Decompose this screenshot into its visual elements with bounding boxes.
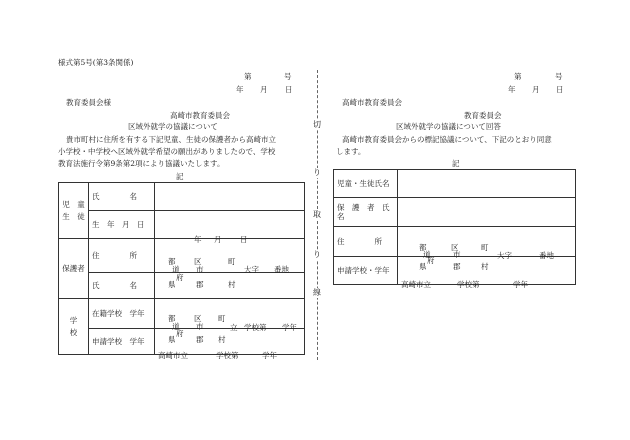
enrolled-cho: 町	[218, 313, 226, 323]
cut-char-2: り	[313, 168, 321, 177]
reply-date-year: 年	[508, 85, 516, 94]
reply-guardian-name-label: 保 護 者 氏 名	[334, 198, 398, 227]
reply-addr-do: 道	[423, 249, 431, 259]
apply-dai: 学校第	[216, 350, 239, 360]
reply-body-line-2: します。	[336, 147, 366, 156]
reply-guardian-name-field[interactable]	[398, 198, 576, 227]
subject: 区域外就学の協議について	[128, 122, 218, 131]
child-name-field[interactable]	[155, 183, 305, 211]
child-label: 児 童 生 徒	[59, 183, 89, 239]
enrolled-to: 都	[168, 313, 176, 323]
apply-school-label: 申請学校 学年	[89, 329, 155, 355]
reply-number-label: 第	[514, 72, 522, 81]
reply-addr-to: 都	[419, 242, 427, 252]
enrolled-ritsu: 立	[230, 322, 238, 332]
guardian-label: 保護者	[59, 239, 89, 299]
body-line-2: 小学校・中学校へ区域外就学希望の願出がありましたので、学校	[58, 147, 276, 156]
reply-date-day: 日	[556, 85, 564, 94]
birth-field[interactable]	[155, 211, 305, 244]
reply-apply-dai: 学校第	[457, 279, 480, 289]
addr-fu: 府	[176, 272, 184, 282]
addr-son: 村	[228, 279, 236, 289]
reply-addr-shi: 市	[453, 249, 461, 259]
reply-addr-banchi: 番地	[539, 250, 554, 260]
reply-number-suffix: 号	[555, 72, 563, 81]
enrolled-ku: 区	[194, 313, 202, 323]
birth-month: 月	[214, 234, 222, 244]
cut-char-5: 線	[313, 288, 321, 297]
cut-char-4: り	[313, 250, 321, 259]
cut-char-3: 取	[313, 210, 321, 219]
reply-address-field[interactable]	[398, 227, 576, 271]
guardian-address-label: 住 所	[89, 239, 155, 273]
addr-ken: 県	[168, 279, 176, 289]
number-label: 第	[244, 72, 252, 81]
reply-addr-fu: 府	[427, 255, 435, 265]
reply-addressee: 高崎市教育委員会	[342, 98, 402, 107]
date-year: 年	[236, 85, 244, 94]
guardian-name-label: 氏 名	[89, 273, 155, 299]
addr-to: 都	[168, 256, 176, 266]
enrolled-fu: 府	[176, 328, 184, 338]
application-table	[58, 182, 305, 360]
ki-label: 記	[176, 172, 184, 181]
cut-char-1: 切	[313, 120, 321, 129]
reply-addr-ken: 県	[419, 261, 427, 271]
birth-label: 生 年 月 日	[89, 211, 155, 239]
reply-body-line-1: 高崎市教育委員会からの標記協議について、下記のとおり同意	[342, 135, 552, 144]
enrolled-school-field[interactable]	[155, 299, 305, 344]
reply-subject: 区域外就学の協議について回答	[396, 122, 501, 131]
reply-sender: 教育委員会	[464, 111, 502, 120]
enrolled-shi: 市	[196, 321, 204, 331]
birth-day: 日	[240, 234, 248, 244]
addr-aza: 大字	[244, 264, 259, 274]
sender: 高崎市教育委員会	[170, 111, 230, 120]
enrolled-school-label: 在籍学校 学年	[89, 299, 155, 329]
reply-addr-cho: 町	[481, 242, 489, 252]
addressee: 教育委員会様	[66, 98, 111, 107]
enrolled-nen: 学年	[282, 322, 297, 332]
school-label: 学 校	[59, 299, 89, 355]
child-name-label: 氏 名	[89, 183, 155, 211]
reply-apply-city: 高崎市立	[401, 279, 431, 289]
reply-address-label: 住 所	[334, 227, 398, 257]
reply-ki-label: 記	[452, 159, 460, 168]
reply-student-name-field[interactable]	[398, 170, 576, 198]
guardian-address-field[interactable]	[155, 239, 305, 289]
reply-apply-label: 申請学校・学年	[334, 257, 398, 285]
reply-date-month: 月	[532, 85, 540, 94]
reply-addr-son: 村	[481, 261, 489, 271]
addr-ku: 区	[194, 256, 202, 266]
enrolled-gun: 郡	[196, 334, 204, 344]
addr-do: 道	[172, 264, 180, 274]
birth-year: 年	[194, 234, 202, 244]
body-line-3: 教育法施行令第9条第2項により協議いたします。	[58, 159, 225, 168]
addr-shi: 市	[196, 264, 204, 274]
date-day: 日	[285, 85, 293, 94]
addr-gun: 郡	[196, 279, 204, 289]
reply-apply-nen: 学年	[513, 279, 528, 289]
reply-addr-ku: 区	[451, 242, 459, 252]
addr-banchi: 番地	[274, 264, 289, 274]
date-month: 月	[260, 85, 268, 94]
apply-nen: 学年	[262, 350, 277, 360]
enrolled-dai: 学校第	[244, 322, 267, 332]
reply-table	[333, 169, 576, 289]
apply-city: 高崎市立	[158, 350, 188, 360]
enrolled-ken: 県	[168, 334, 176, 344]
reply-student-name-label: 児童・生徒氏名	[334, 170, 398, 198]
form-number: 様式第5号(第3条関係)	[58, 58, 134, 67]
addr-cho: 町	[228, 256, 236, 266]
enrolled-son: 村	[218, 334, 226, 344]
body-line-1: 貴市町村に住所を有する下記児童、生徒の保護者から高崎市立	[66, 135, 276, 144]
enrolled-do: 道	[172, 321, 180, 331]
number-suffix: 号	[284, 72, 292, 81]
reply-addr-gun: 郡	[453, 261, 461, 271]
reply-addr-aza: 大字	[497, 250, 512, 260]
